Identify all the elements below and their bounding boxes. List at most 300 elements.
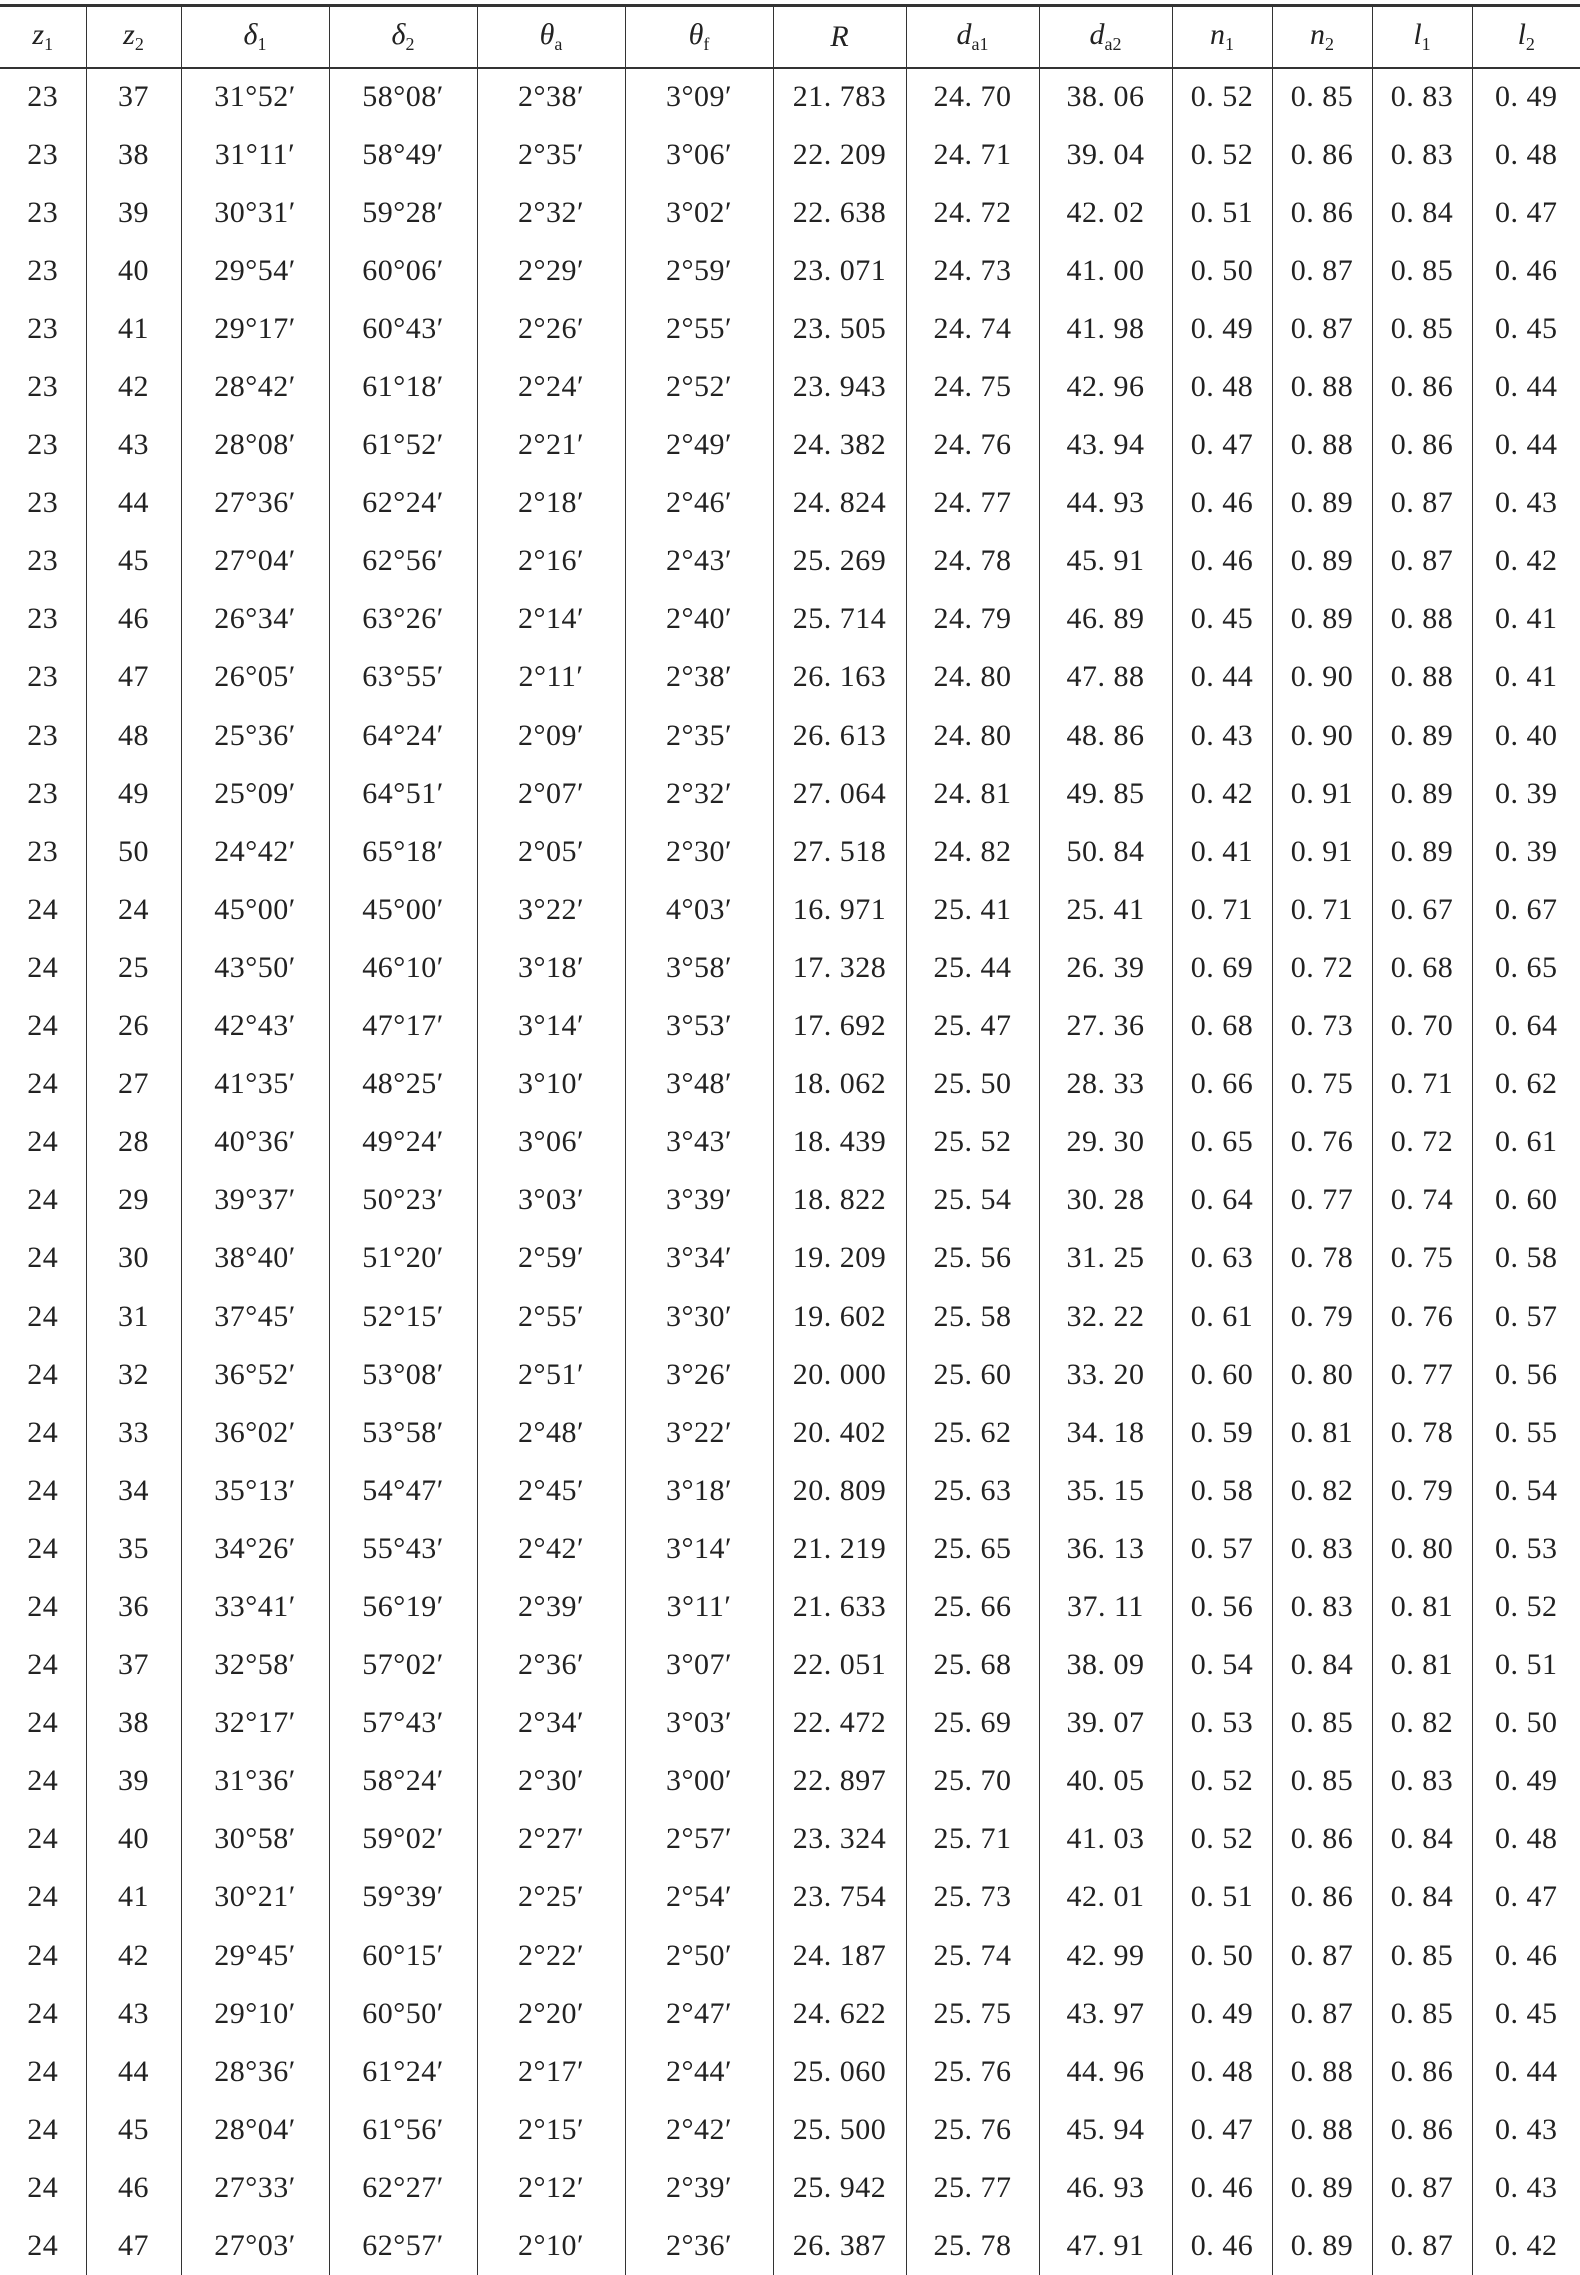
header-symbol: θ <box>689 18 704 51</box>
table-cell-theta-f: 3°22′ <box>625 1404 773 1462</box>
table-cell-l1: 0. 87 <box>1372 2159 1472 2217</box>
table-row <box>0 823 1580 881</box>
table-cell-r: 25. 500 <box>773 2101 906 2159</box>
table-cell-z1: 24 <box>0 1113 86 1171</box>
table-cell-l1: 0. 84 <box>1372 1868 1472 1926</box>
table-cell-n1: 0. 56 <box>1172 1578 1272 1636</box>
table-row <box>0 765 1580 823</box>
table-cell-n2: 0. 87 <box>1272 1927 1372 1985</box>
table-cell-da1: 24. 71 <box>906 126 1039 184</box>
table-cell-theta-a: 3°18′ <box>477 939 625 997</box>
table-cell-n2: 0. 88 <box>1272 2043 1372 2101</box>
column-header-n1 <box>1172 6 1272 68</box>
table-cell-z1: 23 <box>0 765 86 823</box>
table-cell-da2: 33. 20 <box>1039 1346 1172 1404</box>
header-subscript: 1 <box>257 34 266 54</box>
table-cell-n2: 0. 86 <box>1272 126 1372 184</box>
header-subscript: a1 <box>972 34 989 54</box>
table-cell-l2: 0. 44 <box>1472 358 1580 416</box>
table-row <box>0 2101 1580 2159</box>
table-cell-n2: 0. 82 <box>1272 1462 1372 1520</box>
table-cell-theta-f: 4°03′ <box>625 881 773 939</box>
table-cell-da2: 43. 94 <box>1039 416 1172 474</box>
table-cell-l2: 0. 43 <box>1472 2101 1580 2159</box>
table-cell-theta-f: 2°30′ <box>625 823 773 881</box>
table-cell-n1: 0. 44 <box>1172 648 1272 706</box>
table-cell-theta-f: 3°58′ <box>625 939 773 997</box>
table-cell-delta1: 28°36′ <box>181 2043 329 2101</box>
table-cell-theta-f: 2°52′ <box>625 358 773 416</box>
table-cell-z1: 24 <box>0 1985 86 2043</box>
table-cell-da2: 47. 88 <box>1039 648 1172 706</box>
table-cell-n1: 0. 42 <box>1172 765 1272 823</box>
table-cell-delta1: 30°31′ <box>181 184 329 242</box>
table-row <box>0 1810 1580 1868</box>
table-row <box>0 1636 1580 1694</box>
table-cell-delta2: 62°24′ <box>329 474 477 532</box>
table-cell-l1: 0. 80 <box>1372 1520 1472 1578</box>
table-cell-theta-a: 2°24′ <box>477 358 625 416</box>
table-cell-z1: 24 <box>0 1810 86 1868</box>
table-cell-delta1: 28°04′ <box>181 2101 329 2159</box>
table-cell-theta-a: 2°14′ <box>477 590 625 648</box>
table-cell-theta-a: 2°22′ <box>477 1927 625 1985</box>
table-cell-n2: 0. 86 <box>1272 1868 1372 1926</box>
table-cell-z2: 29 <box>86 1171 181 1229</box>
table-cell-delta1: 25°09′ <box>181 765 329 823</box>
table-cell-delta1: 29°17′ <box>181 300 329 358</box>
table-cell-z2: 37 <box>86 68 181 126</box>
table-cell-theta-a: 2°55′ <box>477 1287 625 1345</box>
table-cell-delta2: 64°24′ <box>329 707 477 765</box>
table-cell-r: 20. 809 <box>773 1462 906 1520</box>
table-row <box>0 242 1580 300</box>
table-cell-n1: 0. 54 <box>1172 1636 1272 1694</box>
table-cell-delta2: 61°56′ <box>329 2101 477 2159</box>
table-cell-delta2: 61°52′ <box>329 416 477 474</box>
table-cell-da2: 38. 09 <box>1039 1636 1172 1694</box>
table-cell-delta2: 55°43′ <box>329 1520 477 1578</box>
table-cell-l2: 0. 64 <box>1472 997 1580 1055</box>
table-cell-z2: 33 <box>86 1404 181 1462</box>
table-cell-da1: 25. 68 <box>906 1636 1039 1694</box>
table-cell-da1: 24. 73 <box>906 242 1039 300</box>
header-symbol: l <box>1518 18 1526 51</box>
table-cell-r: 22. 638 <box>773 184 906 242</box>
table-cell-n2: 0. 87 <box>1272 1985 1372 2043</box>
table-cell-da2: 25. 41 <box>1039 881 1172 939</box>
header-symbol: d <box>957 18 972 51</box>
table-cell-z2: 32 <box>86 1346 181 1404</box>
table-row <box>0 590 1580 648</box>
table-cell-r: 27. 518 <box>773 823 906 881</box>
table-cell-theta-a: 3°10′ <box>477 1055 625 1113</box>
table-cell-theta-f: 2°32′ <box>625 765 773 823</box>
table-cell-n1: 0. 66 <box>1172 1055 1272 1113</box>
table-cell-da2: 45. 94 <box>1039 2101 1172 2159</box>
table-cell-z2: 47 <box>86 2217 181 2275</box>
table-cell-r: 24. 187 <box>773 1927 906 1985</box>
table-cell-l1: 0. 81 <box>1372 1578 1472 1636</box>
table-cell-da1: 24. 75 <box>906 358 1039 416</box>
table-cell-delta2: 61°24′ <box>329 2043 477 2101</box>
table-cell-delta2: 63°26′ <box>329 590 477 648</box>
table-cell-l2: 0. 61 <box>1472 1113 1580 1171</box>
header-subscript: a2 <box>1105 34 1122 54</box>
header-subscript: 2 <box>1526 34 1535 54</box>
table-cell-da1: 25. 75 <box>906 1985 1039 2043</box>
table-cell-n1: 0. 71 <box>1172 881 1272 939</box>
table-cell-z2: 44 <box>86 474 181 532</box>
table-cell-n2: 0. 90 <box>1272 648 1372 706</box>
table-cell-l1: 0. 75 <box>1372 1229 1472 1287</box>
table-cell-r: 25. 060 <box>773 2043 906 2101</box>
table-cell-delta2: 53°08′ <box>329 1346 477 1404</box>
table-cell-delta2: 59°39′ <box>329 1868 477 1926</box>
table-cell-n1: 0. 58 <box>1172 1462 1272 1520</box>
table-cell-n1: 0. 69 <box>1172 939 1272 997</box>
table-cell-r: 19. 209 <box>773 1229 906 1287</box>
table-cell-delta2: 64°51′ <box>329 765 477 823</box>
table-cell-n2: 0. 78 <box>1272 1229 1372 1287</box>
table-cell-z1: 23 <box>0 358 86 416</box>
table-cell-delta2: 62°57′ <box>329 2217 477 2275</box>
table-cell-l2: 0. 49 <box>1472 1752 1580 1810</box>
table-cell-z1: 24 <box>0 1462 86 1520</box>
table-cell-r: 26. 613 <box>773 707 906 765</box>
table-cell-r: 22. 209 <box>773 126 906 184</box>
column-header-n2 <box>1272 6 1372 68</box>
table-cell-n1: 0. 52 <box>1172 126 1272 184</box>
table-cell-r: 16. 971 <box>773 881 906 939</box>
table-cell-delta2: 59°28′ <box>329 184 477 242</box>
table-cell-theta-f: 2°47′ <box>625 1985 773 2043</box>
table-cell-da1: 24. 70 <box>906 68 1039 126</box>
table-row <box>0 1868 1580 1926</box>
table-cell-delta2: 59°02′ <box>329 1810 477 1868</box>
table-cell-n2: 0. 88 <box>1272 358 1372 416</box>
table-cell-l1: 0. 83 <box>1372 1752 1472 1810</box>
table-cell-z2: 46 <box>86 590 181 648</box>
table-cell-n1: 0. 64 <box>1172 1171 1272 1229</box>
table-cell-l1: 0. 87 <box>1372 474 1472 532</box>
table-cell-l2: 0. 39 <box>1472 823 1580 881</box>
table-cell-r: 18. 439 <box>773 1113 906 1171</box>
table-cell-r: 19. 602 <box>773 1287 906 1345</box>
table-cell-z2: 26 <box>86 997 181 1055</box>
table-cell-z1: 23 <box>0 126 86 184</box>
table-cell-theta-a: 3°06′ <box>477 1113 625 1171</box>
table-cell-z1: 24 <box>0 1346 86 1404</box>
table-cell-l2: 0. 52 <box>1472 1578 1580 1636</box>
table-cell-z2: 31 <box>86 1287 181 1345</box>
table-cell-r: 25. 942 <box>773 2159 906 2217</box>
table-cell-l1: 0. 86 <box>1372 2101 1472 2159</box>
table-cell-z2: 48 <box>86 707 181 765</box>
header-symbol: δ <box>392 18 406 51</box>
table-cell-z1: 23 <box>0 68 86 126</box>
table-cell-da2: 44. 96 <box>1039 2043 1172 2101</box>
table-cell-n1: 0. 52 <box>1172 1810 1272 1868</box>
table-row <box>0 1752 1580 1810</box>
header-symbol: R <box>830 20 848 53</box>
table-cell-theta-a: 2°34′ <box>477 1694 625 1752</box>
table-cell-l1: 0. 70 <box>1372 997 1472 1055</box>
table-cell-delta1: 29°10′ <box>181 1985 329 2043</box>
table-cell-delta2: 54°47′ <box>329 1462 477 1520</box>
table-cell-n2: 0. 72 <box>1272 939 1372 997</box>
table-cell-da2: 39. 04 <box>1039 126 1172 184</box>
table-row <box>0 1113 1580 1171</box>
table-cell-r: 17. 328 <box>773 939 906 997</box>
table-cell-l1: 0. 89 <box>1372 765 1472 823</box>
table-cell-z1: 24 <box>0 997 86 1055</box>
table-cell-l1: 0. 86 <box>1372 416 1472 474</box>
table-cell-theta-a: 2°32′ <box>477 184 625 242</box>
table-cell-r: 23. 754 <box>773 1868 906 1926</box>
header-symbol: z <box>32 18 44 51</box>
table-cell-delta2: 53°58′ <box>329 1404 477 1462</box>
column-header-delta1 <box>181 6 329 68</box>
table-cell-theta-a: 2°25′ <box>477 1868 625 1926</box>
table-cell-z1: 23 <box>0 707 86 765</box>
table-cell-l2: 0. 48 <box>1472 126 1580 184</box>
table-cell-n2: 0. 71 <box>1272 881 1372 939</box>
table-cell-da1: 24. 79 <box>906 590 1039 648</box>
table-cell-n2: 0. 84 <box>1272 1636 1372 1694</box>
table-cell-l1: 0. 83 <box>1372 126 1472 184</box>
table-cell-delta2: 63°55′ <box>329 648 477 706</box>
table-cell-l2: 0. 39 <box>1472 765 1580 823</box>
table-cell-da2: 30. 28 <box>1039 1171 1172 1229</box>
table-cell-theta-f: 2°38′ <box>625 648 773 706</box>
table-cell-theta-f: 2°59′ <box>625 242 773 300</box>
table-cell-n2: 0. 77 <box>1272 1171 1372 1229</box>
table-cell-da1: 25. 41 <box>906 881 1039 939</box>
table-cell-l1: 0. 86 <box>1372 358 1472 416</box>
header-symbol: z <box>123 18 135 51</box>
table-cell-delta1: 38°40′ <box>181 1229 329 1287</box>
table-cell-n2: 0. 90 <box>1272 707 1372 765</box>
table-cell-da1: 24. 82 <box>906 823 1039 881</box>
table-cell-l2: 0. 45 <box>1472 1985 1580 2043</box>
table-cell-n2: 0. 85 <box>1272 68 1372 126</box>
column-header-theta-f <box>625 6 773 68</box>
table-cell-z1: 24 <box>0 1229 86 1287</box>
table-cell-delta2: 56°19′ <box>329 1578 477 1636</box>
table-cell-da2: 41. 00 <box>1039 242 1172 300</box>
table-cell-z2: 42 <box>86 358 181 416</box>
table-cell-z1: 23 <box>0 416 86 474</box>
table-cell-n2: 0. 81 <box>1272 1404 1372 1462</box>
table-cell-l2: 0. 42 <box>1472 532 1580 590</box>
table-cell-z2: 38 <box>86 126 181 184</box>
column-header-l1 <box>1372 6 1472 68</box>
table-cell-z1: 23 <box>0 590 86 648</box>
table-cell-l2: 0. 51 <box>1472 1636 1580 1694</box>
table-cell-delta2: 58°24′ <box>329 1752 477 1810</box>
table-cell-l2: 0. 53 <box>1472 1520 1580 1578</box>
table-cell-da2: 37. 11 <box>1039 1578 1172 1636</box>
header-subscript: a <box>554 34 562 54</box>
table-cell-z2: 39 <box>86 184 181 242</box>
table-cell-z1: 24 <box>0 2101 86 2159</box>
table-cell-theta-f: 3°48′ <box>625 1055 773 1113</box>
table-cell-l1: 0. 76 <box>1372 1287 1472 1345</box>
table-cell-l2: 0. 49 <box>1472 68 1580 126</box>
table-cell-n1: 0. 49 <box>1172 300 1272 358</box>
table-cell-z1: 24 <box>0 1520 86 1578</box>
table-cell-r: 21. 783 <box>773 68 906 126</box>
table-cell-da1: 25. 62 <box>906 1404 1039 1462</box>
table-cell-theta-f: 3°00′ <box>625 1752 773 1810</box>
table-cell-theta-a: 2°26′ <box>477 300 625 358</box>
table-cell-z1: 23 <box>0 532 86 590</box>
table-cell-r: 21. 633 <box>773 1578 906 1636</box>
table-cell-delta1: 32°17′ <box>181 1694 329 1752</box>
header-subscript: 2 <box>135 34 144 54</box>
table-cell-delta2: 60°43′ <box>329 300 477 358</box>
table-cell-n1: 0. 63 <box>1172 1229 1272 1287</box>
table-cell-l1: 0. 78 <box>1372 1404 1472 1462</box>
header-symbol: n <box>1210 18 1225 51</box>
column-header-l2 <box>1472 6 1580 68</box>
table-cell-l1: 0. 85 <box>1372 242 1472 300</box>
table-cell-l1: 0. 84 <box>1372 1810 1472 1868</box>
table-cell-da2: 43. 97 <box>1039 1985 1172 2043</box>
column-header-da2 <box>1039 6 1172 68</box>
table-cell-da2: 47. 91 <box>1039 2217 1172 2275</box>
table-cell-theta-a: 2°21′ <box>477 416 625 474</box>
header-subscript: 2 <box>1325 34 1334 54</box>
table-cell-r: 22. 897 <box>773 1752 906 1810</box>
table-cell-da2: 36. 13 <box>1039 1520 1172 1578</box>
table-cell-theta-a: 2°15′ <box>477 2101 625 2159</box>
table-cell-theta-a: 2°07′ <box>477 765 625 823</box>
table-row <box>0 126 1580 184</box>
table-cell-z1: 23 <box>0 184 86 242</box>
table-cell-delta1: 45°00′ <box>181 881 329 939</box>
table-cell-delta1: 43°50′ <box>181 939 329 997</box>
table-cell-delta2: 49°24′ <box>329 1113 477 1171</box>
table-cell-n2: 0. 89 <box>1272 2159 1372 2217</box>
table-cell-r: 20. 402 <box>773 1404 906 1462</box>
table-cell-da1: 24. 80 <box>906 707 1039 765</box>
table-row <box>0 358 1580 416</box>
table-cell-delta1: 31°36′ <box>181 1752 329 1810</box>
table-cell-delta1: 42°43′ <box>181 997 329 1055</box>
table-cell-da2: 41. 03 <box>1039 1810 1172 1868</box>
table-cell-n2: 0. 76 <box>1272 1113 1372 1171</box>
table-cell-theta-a: 2°30′ <box>477 1752 625 1810</box>
table-row <box>0 416 1580 474</box>
table-cell-da1: 25. 73 <box>906 1868 1039 1926</box>
table-cell-n1: 0. 46 <box>1172 474 1272 532</box>
table-cell-da1: 24. 74 <box>906 300 1039 358</box>
table-cell-z1: 23 <box>0 242 86 300</box>
table-cell-n2: 0. 79 <box>1272 1287 1372 1345</box>
table-cell-theta-a: 3°03′ <box>477 1171 625 1229</box>
table-cell-n1: 0. 65 <box>1172 1113 1272 1171</box>
table-cell-da1: 25. 78 <box>906 2217 1039 2275</box>
table-row <box>0 68 1580 126</box>
table-cell-theta-f: 2°46′ <box>625 474 773 532</box>
table-cell-theta-f: 2°57′ <box>625 1810 773 1868</box>
column-header-z2 <box>86 6 181 68</box>
table-cell-delta2: 52°15′ <box>329 1287 477 1345</box>
table-cell-l1: 0. 68 <box>1372 939 1472 997</box>
table-cell-theta-f: 3°30′ <box>625 1287 773 1345</box>
table-cell-n2: 0. 88 <box>1272 416 1372 474</box>
table-cell-da1: 25. 77 <box>906 2159 1039 2217</box>
table-cell-da1: 25. 70 <box>906 1752 1039 1810</box>
table-cell-da2: 49. 85 <box>1039 765 1172 823</box>
table-cell-delta2: 60°06′ <box>329 242 477 300</box>
table-cell-theta-f: 3°02′ <box>625 184 773 242</box>
table-cell-l2: 0. 41 <box>1472 648 1580 706</box>
table-cell-r: 27. 064 <box>773 765 906 823</box>
table-cell-n1: 0. 52 <box>1172 68 1272 126</box>
table-cell-l1: 0. 79 <box>1372 1462 1472 1520</box>
header-subscript: f <box>703 34 709 54</box>
column-header-delta2 <box>329 6 477 68</box>
table-cell-z2: 27 <box>86 1055 181 1113</box>
table-cell-theta-f: 3°07′ <box>625 1636 773 1694</box>
column-header-z1 <box>0 6 86 68</box>
table-cell-z1: 24 <box>0 1578 86 1636</box>
table-cell-n2: 0. 86 <box>1272 1810 1372 1868</box>
table-cell-l2: 0. 40 <box>1472 707 1580 765</box>
table-cell-l2: 0. 50 <box>1472 1694 1580 1752</box>
table-cell-n2: 0. 80 <box>1272 1346 1372 1404</box>
table-cell-theta-a: 2°59′ <box>477 1229 625 1287</box>
table-row <box>0 2043 1580 2101</box>
table-cell-delta2: 47°17′ <box>329 997 477 1055</box>
table-cell-z2: 36 <box>86 1578 181 1636</box>
table-cell-z2: 41 <box>86 1868 181 1926</box>
table-cell-delta2: 62°27′ <box>329 2159 477 2217</box>
header-subscript: 1 <box>44 34 53 54</box>
table-cell-l2: 0. 67 <box>1472 881 1580 939</box>
table-cell-delta2: 51°20′ <box>329 1229 477 1287</box>
table-cell-n1: 0. 51 <box>1172 184 1272 242</box>
table-cell-z1: 24 <box>0 1927 86 1985</box>
table-cell-l1: 0. 83 <box>1372 68 1472 126</box>
table-cell-theta-f: 3°06′ <box>625 126 773 184</box>
table-cell-l1: 0. 86 <box>1372 2043 1472 2101</box>
table-cell-r: 24. 824 <box>773 474 906 532</box>
table-cell-theta-f: 3°43′ <box>625 1113 773 1171</box>
table-cell-z2: 49 <box>86 765 181 823</box>
table-cell-z2: 41 <box>86 300 181 358</box>
table-cell-n1: 0. 46 <box>1172 2217 1272 2275</box>
table-cell-z1: 23 <box>0 474 86 532</box>
header-subscript: 2 <box>405 34 414 54</box>
table-cell-da1: 25. 47 <box>906 997 1039 1055</box>
table-cell-theta-a: 3°22′ <box>477 881 625 939</box>
table-cell-l1: 0. 85 <box>1372 1985 1472 2043</box>
table-cell-da2: 35. 15 <box>1039 1462 1172 1520</box>
table-row <box>0 1462 1580 1520</box>
table-row <box>0 532 1580 590</box>
table-cell-l2: 0. 60 <box>1472 1171 1580 1229</box>
table-cell-delta1: 27°04′ <box>181 532 329 590</box>
table-cell-delta1: 34°26′ <box>181 1520 329 1578</box>
table-cell-da2: 46. 93 <box>1039 2159 1172 2217</box>
table-row <box>0 881 1580 939</box>
table-cell-theta-a: 2°10′ <box>477 2217 625 2275</box>
table-row <box>0 1985 1580 2043</box>
